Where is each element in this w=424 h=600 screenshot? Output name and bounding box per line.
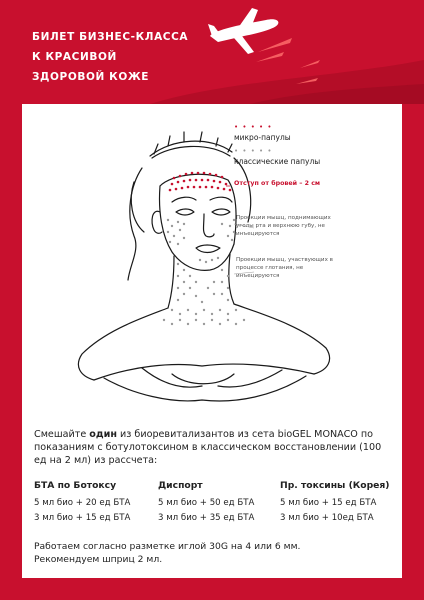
dosage-row: 5 мл био + 20 ед БТА: [34, 498, 131, 508]
footer-line-2: Рекомендуем шприц 2 мл.: [34, 554, 163, 565]
dosage-column-botox: [34, 478, 130, 526]
classic-legend-label: классические папулы: [234, 157, 321, 166]
dosage-columns: [34, 478, 394, 528]
dosage-column-title: БТА по Ботоксу: [34, 480, 117, 491]
instructions-part-2: из биоревитализантов из сета bioGEL MONACO по показаниям с ботулотоксином в классическом восстановлении (100 ед на 2 мл) из рассчета:: [34, 429, 382, 466]
note-swallowing-muscles: Проекции мышц, участвующих в процессе глотания, не инъецируются: [236, 257, 333, 279]
dosage-row: 3 мл био + 15 ед БТА: [34, 513, 131, 523]
dosage-column-dysport: [158, 478, 254, 526]
dosage-column-korean-toxins: [280, 478, 390, 526]
instructions-text: [34, 428, 394, 467]
footer-line-1: Работаем согласно разметке иглой 30G на 4 или 6 мм.: [34, 541, 301, 552]
dosage-row: 3 мл био + 35 ед БТА: [158, 513, 255, 523]
header-title-line-3: ЗДОРОВОЙ КОЖЕ: [32, 71, 150, 83]
footer-text: [34, 540, 394, 566]
note-mouth-muscles: Проекции мышц, поднимающих уголы рта и верхнюю губу, не инъецируются: [236, 215, 331, 237]
dosage-column-title: Пр. токсины (Корея): [280, 480, 390, 491]
micro-legend-swatch: • • • • •: [234, 123, 273, 131]
header-banner: [0, 0, 424, 104]
header-title: [32, 27, 188, 87]
instructions-bold: один: [89, 429, 117, 440]
dosage-column-title: Диспорт: [158, 480, 203, 491]
header-title-line-1: БИЛЕТ БИЗНЕС-КЛАССА: [32, 31, 189, 43]
instructions-part-1: Смешайте: [34, 429, 90, 440]
classic-papules-dots: [163, 219, 245, 325]
indent-label: Отступ от бровей – 2 см: [234, 180, 321, 187]
dosage-row: 3 мл био + 10ед БТА: [280, 513, 374, 523]
header-title-line-2: К КРАСИВОЙ: [32, 51, 117, 63]
airplane-icon: [204, 6, 284, 56]
dosage-row: 5 мл био + 15 ед БТА: [280, 498, 377, 508]
micro-legend-label: микро-папулы: [234, 133, 291, 142]
classic-legend-swatch: • • • • •: [234, 147, 273, 155]
dosage-row: 5 мл био + 50 ед БТА: [158, 498, 255, 508]
